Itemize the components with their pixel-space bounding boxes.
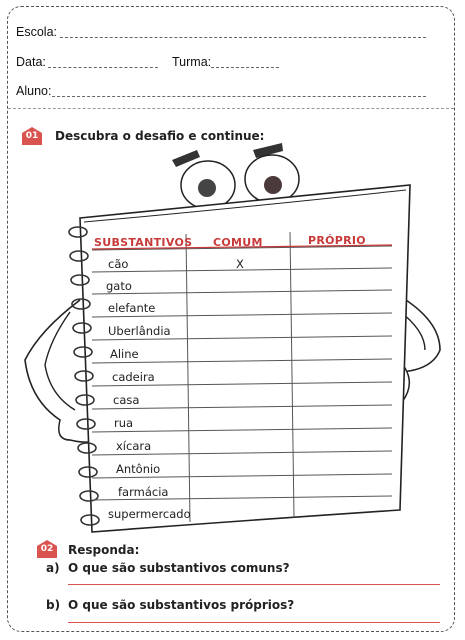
row-word: Uberlândia [108,324,171,338]
q2-title: Responda: [68,543,140,557]
row-word: xícara [116,439,152,453]
date-label: Data: [16,55,46,69]
answer-line-b[interactable] [68,622,440,623]
q2-item-a-question: O que são substantivos comuns? [68,561,290,575]
row-comum-mark[interactable]: X [236,257,244,271]
student-label: Aluno: [16,84,52,98]
row-word: farmácia [118,485,169,499]
q2-item-b-letter: b) [46,598,61,612]
row-word: casa [113,393,140,407]
column-header-substantivos: SUBSTANTIVOS [94,236,193,249]
question-badge-02: 02 [35,540,59,558]
column-header-proprio: PRÓPRIO [308,234,366,247]
row-word: gato [106,279,132,293]
row-word: Antônio [116,462,161,476]
class-label: Turma: [172,55,212,69]
row-word: supermercado [108,507,191,521]
answer-line-a[interactable] [68,584,440,585]
row-word: Aline [110,347,139,361]
row-word: cão [108,257,129,271]
question-badge-01: 01 [20,127,44,145]
q2-item-a-letter: a) [46,561,60,575]
row-word: rua [114,416,134,430]
school-label: Escola: [16,25,57,39]
row-word: elefante [108,301,156,315]
row-word: cadeira [112,370,155,384]
column-header-comum: COMUM [213,236,263,249]
q1-instruction: Descubra o desafio e continue: [55,129,265,143]
q2-item-b-question: O que são substantivos próprios? [68,598,295,612]
